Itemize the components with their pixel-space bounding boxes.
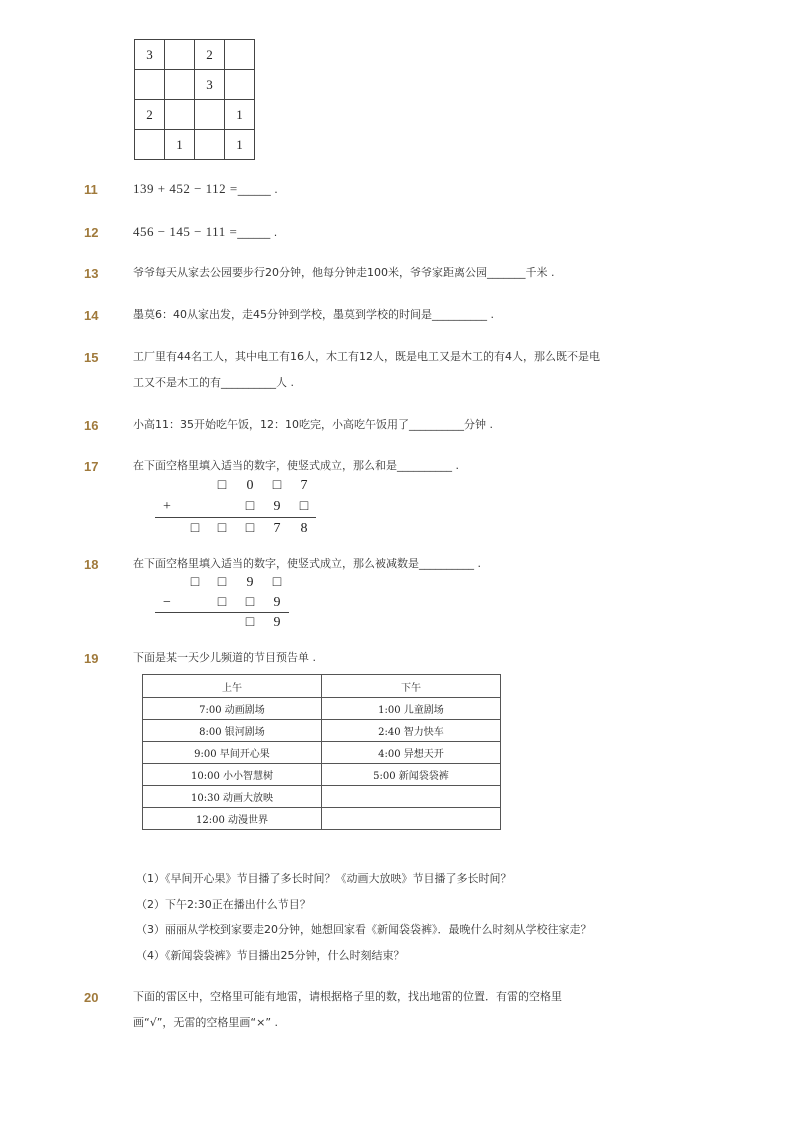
- table-cell: 8:00 银河剧场: [143, 720, 322, 742]
- digit: 7: [273, 521, 281, 536]
- digit-box[interactable]: □: [190, 575, 200, 590]
- table-row: [143, 764, 501, 786]
- digit-box[interactable]: □: [217, 478, 227, 493]
- question-line: 下面的雷区中，空格里可能有地雷，请根据格子里的数，找出地雷的位置．有雷的空格里: [133, 990, 562, 1003]
- grid-cell: [195, 100, 225, 130]
- question-number: 16: [84, 418, 99, 433]
- grid-row: [135, 130, 255, 160]
- digit-box[interactable]: □: [217, 575, 227, 590]
- digit-box[interactable]: □: [245, 521, 255, 536]
- digit-box[interactable]: □: [272, 575, 282, 590]
- digit-box[interactable]: □: [272, 478, 282, 493]
- digit: 9: [246, 575, 254, 590]
- number-grid: [134, 39, 255, 160]
- question-11: [133, 176, 633, 203]
- question-line: 工厂里有44名工人，其中电工有16人，木工有12人，既是电工又是木工的有4人，那么既不是电: [133, 350, 600, 363]
- grid-cell: [165, 70, 195, 100]
- table-cell: 2:40 智力快车: [322, 720, 501, 742]
- math-expression: 456 − 145 − 111 =: [133, 224, 238, 239]
- digit-box[interactable]: □: [245, 615, 255, 630]
- grid-cell: [165, 40, 195, 70]
- digit-box[interactable]: □: [245, 499, 255, 514]
- period: .: [270, 226, 278, 239]
- table-cell: [322, 808, 501, 830]
- question-number: 14: [84, 308, 99, 323]
- digit: 9: [273, 615, 281, 630]
- grid-cell: 1: [225, 130, 255, 160]
- digit: 8: [300, 521, 308, 536]
- digit: 9: [273, 595, 281, 610]
- table-row: [143, 786, 501, 808]
- grid-cell: 3: [135, 40, 165, 70]
- grid-cell: [195, 130, 225, 160]
- grid-cell: [165, 100, 195, 130]
- table-cell: 12:00 动漫世界: [143, 808, 322, 830]
- digit: 0: [246, 478, 254, 493]
- table-cell: 4:00 异想天开: [322, 742, 501, 764]
- question-number: 20: [84, 990, 99, 1005]
- grid-cell: [135, 130, 165, 160]
- table-cell: 1:00 儿童剧场: [322, 698, 501, 720]
- grid-cell: [225, 40, 255, 70]
- grid-cell: 3: [195, 70, 225, 100]
- grid-row: [135, 70, 255, 100]
- question-number: 18: [84, 557, 99, 572]
- sub-question-4: （4）《新闻袋袋裤》节目播出25分钟，什么时刻结束？: [136, 949, 405, 962]
- table-cell: 5:00 新闻袋袋裤: [322, 764, 501, 786]
- table-cell: 10:00 小小智慧树: [143, 764, 322, 786]
- difference-line: [155, 612, 289, 613]
- table-row: [143, 720, 501, 742]
- question-16: 小高11：35开始吃午饭，12：10吃完，小高吃午饭用了__________分钟 .: [133, 418, 493, 431]
- table-cell: 7:00 动画剧场: [143, 698, 322, 720]
- column-header-morning: 上午: [143, 675, 322, 698]
- column-header-afternoon: 下午: [322, 675, 501, 698]
- question-15: [133, 344, 653, 396]
- question-number: 13: [84, 266, 99, 281]
- answer-blank[interactable]: ______: [237, 226, 271, 239]
- table-row: [143, 698, 501, 720]
- table-row: [143, 808, 501, 830]
- answer-blank[interactable]: ______: [237, 183, 271, 196]
- question-line: 画“√”，无雷的空格里画“×” .: [133, 1016, 279, 1029]
- digit-box[interactable]: □: [217, 595, 227, 610]
- sub-question-3: （3）丽丽从学校到家要走20分钟，她想回家看《新闻袋袋裤》．最晚什么时刻从学校往家走？: [136, 923, 592, 936]
- question-17: 在下面空格里填入适当的数字，使竖式成立，那么和是__________ .: [133, 459, 459, 472]
- digit-box[interactable]: □: [245, 595, 255, 610]
- question-number: 11: [84, 182, 98, 197]
- grid-cell: 2: [135, 100, 165, 130]
- question-18: 在下面空格里填入适当的数字，使竖式成立，那么被减数是__________ .: [133, 557, 481, 570]
- plus-operator: +: [163, 499, 171, 514]
- table-cell: 9:00 早间开心果: [143, 742, 322, 764]
- table-header-row: [143, 675, 501, 698]
- table-row: [143, 742, 501, 764]
- question-line: 工又不是木工的有__________人 .: [133, 376, 294, 389]
- grid-row: [135, 100, 255, 130]
- digit: 9: [273, 499, 281, 514]
- question-14: 墨莫6：40从家出发，走45分钟到学校，墨莫到学校的时间是__________ .: [133, 308, 494, 321]
- sub-question-1: （1）《早间开心果》节目播了多长时间？《动画大放映》节目播了多长时间？: [136, 872, 512, 885]
- table-cell: 10:30 动画大放映: [143, 786, 322, 808]
- program-schedule-table: [142, 674, 501, 830]
- grid-cell: 2: [195, 40, 225, 70]
- digit: 7: [300, 478, 308, 493]
- grid-cell: 1: [225, 100, 255, 130]
- question-19: 下面是某一天少儿频道的节目预告单 .: [133, 651, 316, 664]
- table-cell: [322, 786, 501, 808]
- question-number: 19: [84, 651, 99, 666]
- question-13: 爷爷每天从家去公园要步行20分钟，他每分钟走100米，爷爷家距离公园_______千米 .: [133, 266, 555, 279]
- grid-cell: [225, 70, 255, 100]
- grid-cell: [135, 70, 165, 100]
- math-expression: 139 + 452 − 112 =: [133, 181, 238, 196]
- grid-row: [135, 40, 255, 70]
- grid-cell: 1: [165, 130, 195, 160]
- digit-box[interactable]: □: [299, 499, 309, 514]
- question-20: [133, 984, 653, 1036]
- minus-operator: −: [163, 595, 171, 610]
- period: .: [270, 183, 278, 196]
- digit-box[interactable]: □: [217, 521, 227, 536]
- question-number: 17: [84, 459, 99, 474]
- sub-question-2: （2）下午2:30正在播出什么节目？: [136, 898, 311, 911]
- digit-box[interactable]: □: [190, 521, 200, 536]
- question-12: [133, 219, 633, 246]
- question-number: 15: [84, 350, 99, 365]
- sum-line: [155, 517, 316, 518]
- question-number: 12: [84, 225, 99, 240]
